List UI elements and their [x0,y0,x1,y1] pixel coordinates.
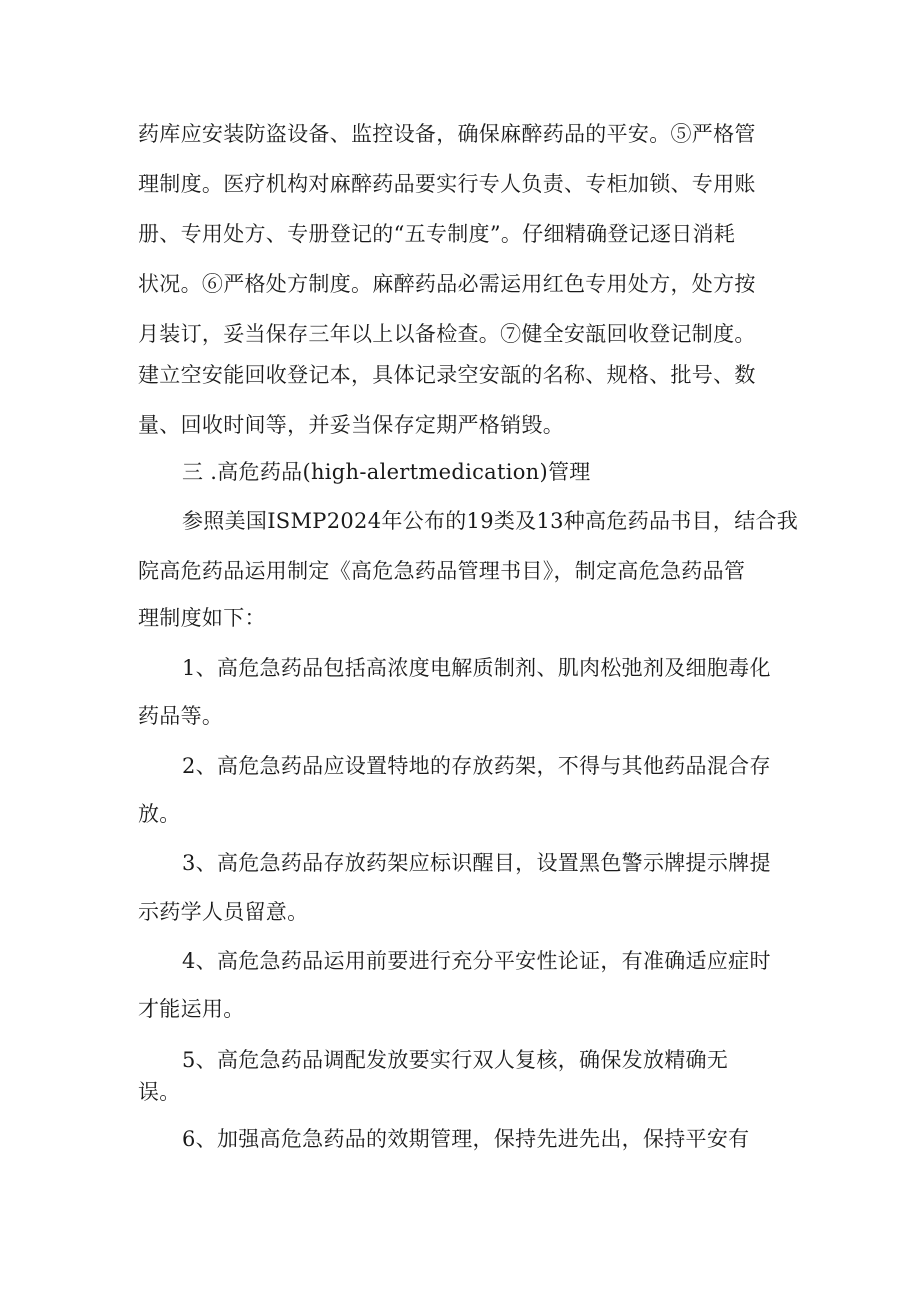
body-text-line: 药库应安装防盗设备、监控设备，确保麻醉药品的平安。⑤严格管 [138,122,756,146]
section-heading: 三 .高危药品(high-alertmedication)管理 [182,460,591,484]
rule-item-line: 放。 [138,802,181,826]
rule-item-line: 误。 [138,1080,181,1104]
rule-item-line: 5、高危急药品调配发放要实行双人复核，确保发放精确无 [182,1048,729,1072]
body-text-line: 量、回收时间等，并妥当保存定期严格销毁。 [138,413,564,437]
rule-item-line: 4、高危急药品运用前要进行充分平安性论证，有准确适应症时 [182,949,771,973]
rule-item-line: 2、高危急药品应设置特地的存放药架，不得与其他药品混合存 [182,754,771,778]
rule-item-line: 药品等。 [138,704,224,728]
body-text-line: 参照美国ISMP2024年公布的19类及13种高危药品书目，结合我 [182,509,799,533]
body-text-line: 册、专用处方、专册登记的“五专制度”。仔细精确登记逐日消耗 [138,222,736,246]
rule-item-line: 6、加强高危急药品的效期管理，保持先进先出，保持平安有 [182,1127,750,1151]
body-text-line: 院高危药品运用制定《高危急药品管理书目》，制定高危急药品管 [138,559,746,583]
body-text-line: 状况。⑥严格处方制度。麻醉药品必需运用红色专用处方，处方按 [138,272,756,296]
rule-item-line: 才能运用。 [138,997,245,1021]
rule-item-line: 示药学人员留意。 [138,900,309,924]
body-text-line: 理制度。医疗机构对麻醉药品要实行专人负责、专柜加锁、专用账 [138,172,756,196]
body-text-line: 建立空安能回收登记本，具体记录空安瓿的名称、规格、批号、数 [138,363,756,387]
rule-item-line: 1、高危急药品包括高浓度电解质制剂、肌肉松弛剂及细胞毒化 [182,656,771,680]
rule-item-line: 3、高危急药品存放药架应标识醒目，设置黑色警示牌提示牌提 [182,851,771,875]
body-text-line: 月装订，妥当保存三年以上以备检查。⑦健全安瓿回收登记制度。 [138,322,756,346]
body-text-line: 理制度如下： [138,606,266,630]
